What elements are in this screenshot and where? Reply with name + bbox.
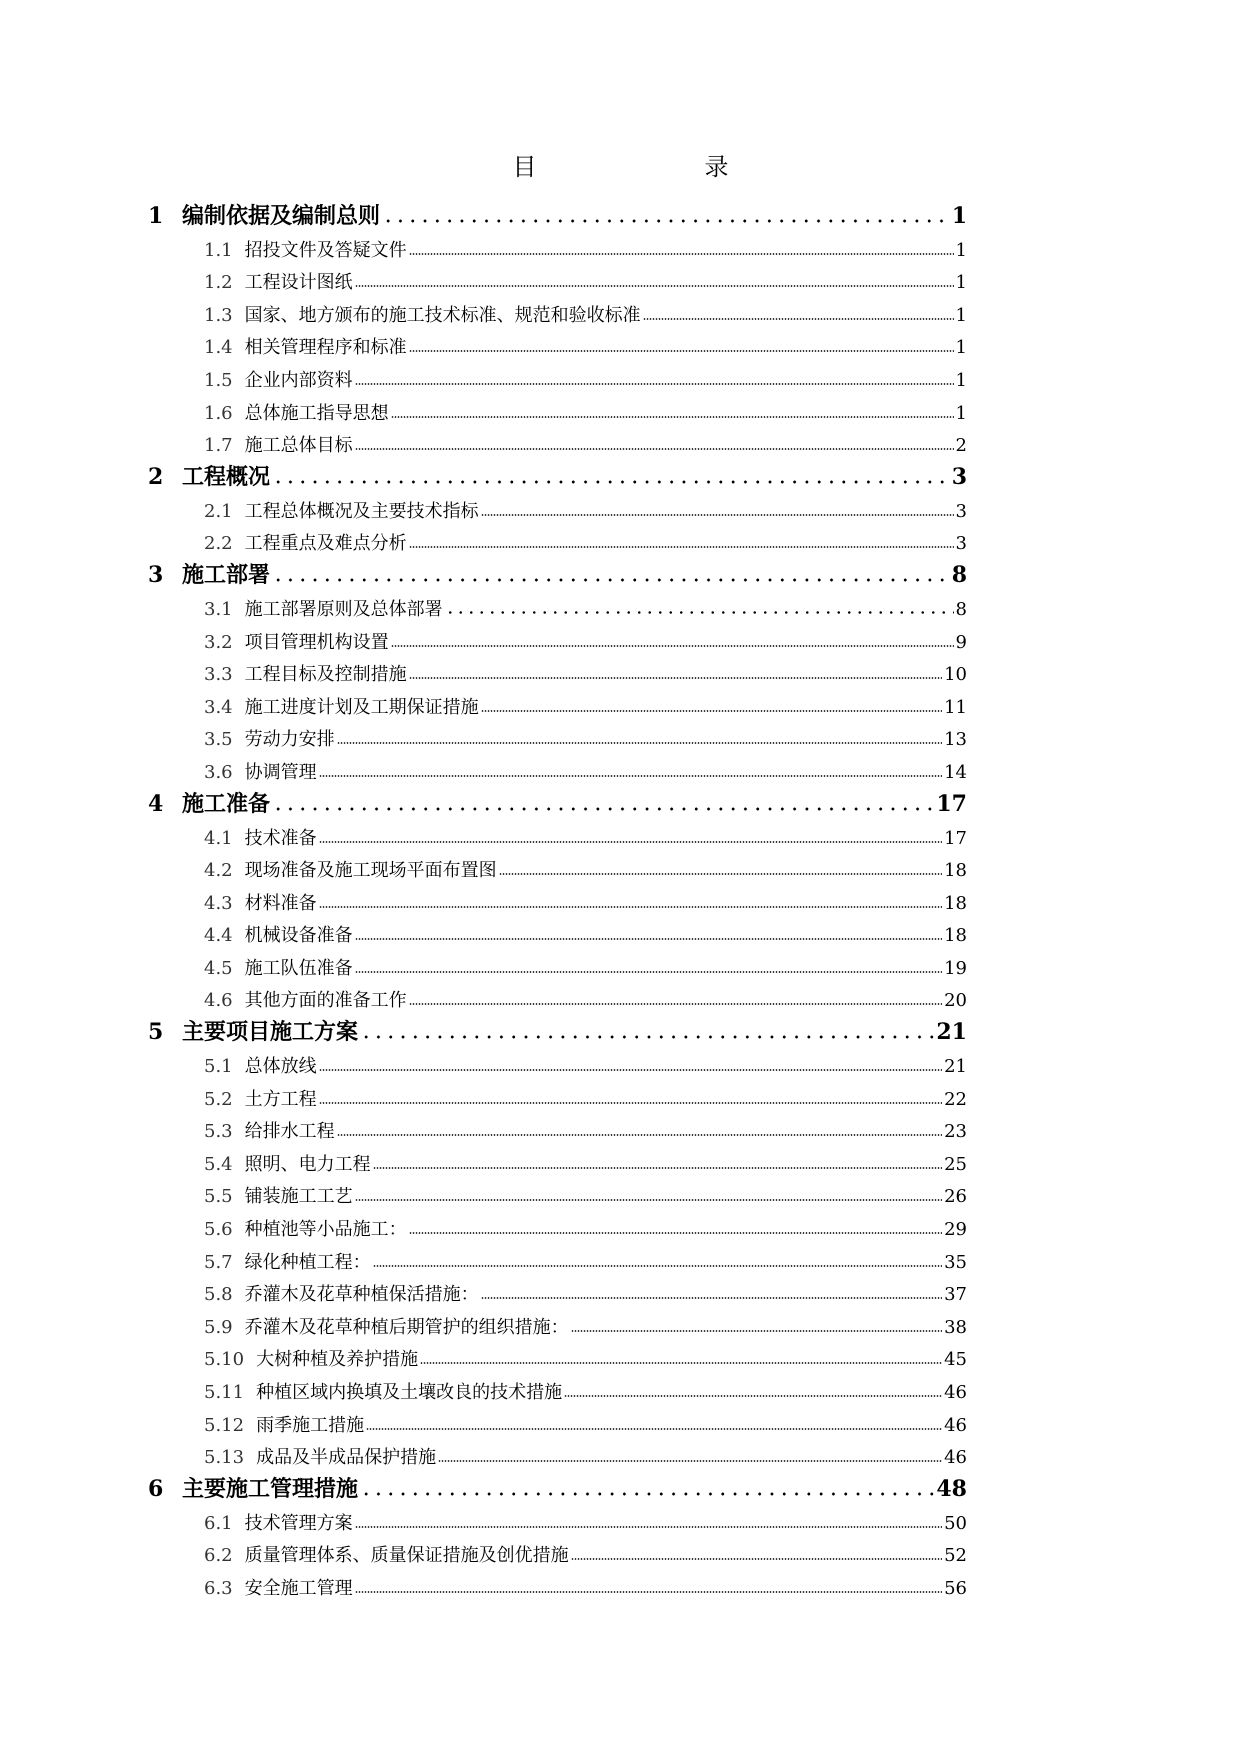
toc-dot-leader xyxy=(481,1296,942,1300)
toc-dot-leader xyxy=(571,1329,942,1333)
toc-page-number: 1 xyxy=(955,239,967,261)
toc-entry-number: 4 xyxy=(148,790,164,817)
toc-page-number: 1 xyxy=(955,304,967,326)
toc-section-entry[interactable] xyxy=(148,754,967,787)
toc-entry-number: 1.2 xyxy=(204,272,233,294)
toc-entry-label: 施工总体目标 xyxy=(244,435,353,457)
toc-page-number: 46 xyxy=(944,1447,967,1469)
toc-section-entry[interactable] xyxy=(148,297,967,330)
toc-dot-leader xyxy=(355,284,954,288)
toc-page-number: 1 xyxy=(955,402,967,424)
toc-section-entry[interactable] xyxy=(148,1081,967,1114)
toc-page-number: 46 xyxy=(944,1382,967,1403)
toc-entry-label: 现场准备及施工现场平面布置图 xyxy=(244,860,497,882)
toc-entry-label: 工程重点及难点分析 xyxy=(244,533,407,555)
toc-entry-number: 2 xyxy=(148,464,164,491)
toc-entry-label: 编制依据及编制总则 xyxy=(182,203,381,229)
toc-section-entry[interactable] xyxy=(148,820,967,853)
toc-entry-label: 技术管理方案 xyxy=(244,1512,353,1534)
toc-page-number: 9 xyxy=(955,631,967,653)
toc-entry-number: 2.1 xyxy=(204,500,233,522)
toc-entry-number: 5.1 xyxy=(204,1056,233,1078)
toc-page-number: 3 xyxy=(951,464,967,491)
toc-dot-leader xyxy=(360,1034,934,1040)
toc-entry-label: 工程总体概况及主要技术指标 xyxy=(244,500,479,522)
toc-page-number: 21 xyxy=(944,1056,967,1078)
toc-entry-number: 5.10 xyxy=(204,1349,245,1371)
toc-chapter-entry[interactable] xyxy=(148,787,967,820)
toc-page-number: 14 xyxy=(944,761,967,783)
toc-dot-leader xyxy=(438,1459,942,1463)
toc-entry-number: 4.1 xyxy=(204,827,233,849)
toc-entry-label: 工程目标及控制措施 xyxy=(244,664,407,686)
toc-section-entry[interactable] xyxy=(148,624,967,657)
toc-page-number: 17 xyxy=(944,827,967,849)
toc-page-number: 18 xyxy=(944,892,967,914)
toc-dot-leader xyxy=(272,479,950,485)
toc-entry-number: 3.6 xyxy=(204,761,233,783)
toc-entry-number: 6.2 xyxy=(204,1545,233,1567)
toc-section-entry[interactable] xyxy=(148,330,967,363)
toc-section-entry[interactable] xyxy=(148,1407,967,1440)
toc-section-entry[interactable] xyxy=(148,689,967,722)
toc-entry-number: 1.7 xyxy=(204,435,233,457)
toc-dot-leader xyxy=(373,1166,942,1170)
toc-entry-label: 施工进度计划及工期保证措施 xyxy=(244,696,479,718)
toc-dot-leader xyxy=(481,709,942,713)
toc-entry-number: 1.6 xyxy=(204,402,233,424)
toc-entry-number: 6 xyxy=(148,1476,164,1503)
toc-section-entry[interactable] xyxy=(148,1374,967,1407)
toc-dot-leader xyxy=(355,937,942,941)
toc-section-entry[interactable] xyxy=(148,657,967,690)
toc-dot-leader xyxy=(337,1133,942,1137)
toc-page-number: 8 xyxy=(951,562,967,589)
toc-section-entry[interactable] xyxy=(148,1570,967,1603)
toc-dot-leader xyxy=(272,577,950,583)
toc-entry-label: 给排水工程 xyxy=(244,1121,335,1143)
toc-chapter-entry[interactable] xyxy=(148,558,967,591)
toc-entry-number: 4.2 xyxy=(204,860,233,882)
toc-chapter-entry[interactable] xyxy=(148,1015,967,1048)
toc-page-number: 22 xyxy=(944,1088,967,1110)
toc-section-entry[interactable] xyxy=(148,1538,967,1571)
toc-section-entry[interactable] xyxy=(148,950,967,983)
toc-page-number: 13 xyxy=(944,729,967,751)
toc-entry-label: 其他方面的准备工作 xyxy=(244,990,407,1012)
toc-entry-number: 5.5 xyxy=(204,1186,233,1208)
toc-dot-leader xyxy=(319,1068,942,1072)
toc-page-number: 1 xyxy=(955,369,967,391)
toc-page-number: 18 xyxy=(944,925,967,947)
toc-entry-number: 6.1 xyxy=(204,1512,233,1534)
toc-entry-label: 铺装施工工艺 xyxy=(244,1186,353,1208)
toc-entry-label: 成品及半成品保护措施 xyxy=(256,1447,437,1469)
toc-section-entry[interactable] xyxy=(148,853,967,886)
toc-entry-number: 1.4 xyxy=(204,337,233,359)
toc-section-entry[interactable] xyxy=(148,232,967,265)
toc-entry-number: 3.3 xyxy=(204,664,233,686)
toc-entry-number: 5.7 xyxy=(204,1251,233,1273)
toc-dot-leader xyxy=(409,676,942,680)
toc-entry-number: 5.4 xyxy=(204,1153,233,1175)
toc-entry-label: 雨季施工措施 xyxy=(256,1414,365,1436)
toc-entry-label: 种植池等小品施工： xyxy=(244,1219,407,1241)
toc-entry-label: 施工部署原则及总体部署 xyxy=(244,598,443,620)
toc-section-entry[interactable] xyxy=(148,1309,967,1342)
toc-dot-leader xyxy=(355,1590,942,1594)
toc-page-number: 45 xyxy=(944,1349,967,1371)
toc-page-number: 37 xyxy=(944,1284,967,1306)
toc-entry-number: 5.6 xyxy=(204,1219,233,1241)
toc-entry-label: 招投文件及答疑文件 xyxy=(244,239,407,261)
toc-entry-label: 工程概况 xyxy=(182,464,271,491)
toc-dot-leader xyxy=(355,382,954,386)
toc-entry-number: 5.3 xyxy=(204,1121,233,1143)
toc-entry-label: 质量管理体系、质量保证措施及创优措施 xyxy=(244,1545,569,1567)
toc-section-entry[interactable] xyxy=(148,1505,967,1538)
toc-dot-leader xyxy=(355,447,954,451)
toc-page-number: 50 xyxy=(944,1512,967,1534)
toc-page-number: 3 xyxy=(955,500,967,522)
toc-entry-label: 施工队伍准备 xyxy=(244,957,353,979)
toc-entry-label: 安全施工管理 xyxy=(244,1577,353,1599)
toc-page-number: 25 xyxy=(944,1153,967,1175)
toc-entry-number: 4.4 xyxy=(204,925,233,947)
toc-entry-number: 5 xyxy=(148,1019,164,1046)
toc-dot-leader xyxy=(643,317,954,321)
toc-dot-leader xyxy=(499,872,942,876)
toc-entry-label: 乔灌木及花草种植保活措施： xyxy=(244,1284,479,1306)
toc-entry-number: 4.3 xyxy=(204,892,233,914)
toc-entry-label: 主要项目施工方案 xyxy=(182,1019,359,1046)
toc-section-entry[interactable] xyxy=(148,918,967,951)
toc-page-number: 48 xyxy=(936,1476,967,1503)
toc-entry-label: 大树种植及养护措施 xyxy=(256,1349,419,1371)
toc-page-number: 21 xyxy=(936,1019,967,1046)
toc-list xyxy=(148,199,967,1603)
toc-dot-leader xyxy=(391,644,954,648)
toc-entry-label: 主要施工管理措施 xyxy=(182,1476,359,1503)
toc-entry-number: 5.9 xyxy=(204,1316,233,1338)
toc-dot-leader xyxy=(409,252,954,256)
toc-entry-label: 机械设备准备 xyxy=(244,925,353,947)
toc-dot-leader xyxy=(319,905,942,909)
toc-page-number: 56 xyxy=(944,1577,967,1599)
toc-entry-label: 土方工程 xyxy=(244,1088,317,1110)
toc-entry-number: 6.3 xyxy=(204,1577,233,1599)
toc-page-number: 1 xyxy=(955,272,967,294)
toc-dot-leader xyxy=(319,840,942,844)
toc-page-number: 1 xyxy=(951,203,967,229)
toc-dot-leader xyxy=(481,513,954,517)
toc-entry-label: 总体施工指导思想 xyxy=(244,402,389,424)
toc-entry-number: 1.3 xyxy=(204,304,233,326)
toc-dot-leader xyxy=(319,774,942,778)
toc-section-entry[interactable] xyxy=(148,428,967,461)
toc-entry-label: 乔灌木及花草种植后期管护的组织措施： xyxy=(244,1316,569,1338)
toc-section-entry[interactable] xyxy=(148,265,967,298)
toc-dot-leader xyxy=(319,1101,942,1105)
toc-dot-leader xyxy=(355,1198,942,1202)
toc-entry-number: 1.5 xyxy=(204,369,233,391)
toc-entry-label: 材料准备 xyxy=(244,892,317,914)
toc-section-entry[interactable] xyxy=(148,722,967,755)
toc-entry-number: 1 xyxy=(148,203,164,229)
toc-page-number: 17 xyxy=(936,790,967,817)
toc-page-number: 3 xyxy=(955,533,967,555)
toc-entry-label: 种植区域内换填及土壤改良的技术措施 xyxy=(256,1382,563,1403)
toc-entry-number: 5.13 xyxy=(204,1447,245,1469)
toc-entry-label: 相关管理程序和标准 xyxy=(244,337,407,359)
toc-dot-leader xyxy=(409,349,954,353)
toc-dot-leader xyxy=(272,806,934,812)
toc-section-entry[interactable] xyxy=(148,1342,967,1375)
toc-page-number: 19 xyxy=(944,957,967,979)
toc-entry-label: 工程设计图纸 xyxy=(244,272,353,294)
toc-dot-leader xyxy=(337,741,942,745)
toc-chapter-entry[interactable] xyxy=(148,1472,967,1505)
toc-entry-label: 劳动力安排 xyxy=(244,729,335,751)
toc-dot-leader xyxy=(409,545,954,549)
toc-dot-leader xyxy=(409,1231,942,1235)
toc-entry-label: 技术准备 xyxy=(244,827,317,849)
toc-page-number: 23 xyxy=(944,1121,967,1143)
toc-dot-leader xyxy=(355,970,942,974)
toc-dot-leader xyxy=(391,415,954,419)
toc-section-entry[interactable] xyxy=(148,362,967,395)
toc-entry-label: 协调管理 xyxy=(244,761,317,783)
toc-entry-number: 5.8 xyxy=(204,1284,233,1306)
toc-entry-number: 3.5 xyxy=(204,729,233,751)
toc-section-entry[interactable] xyxy=(148,1211,967,1244)
toc-section-entry[interactable] xyxy=(148,1146,967,1179)
toc-page-number: 8 xyxy=(955,598,967,620)
toc-page-number: 26 xyxy=(944,1186,967,1208)
toc-entry-number: 4.6 xyxy=(204,990,233,1012)
toc-entry-label: 企业内部资料 xyxy=(244,369,353,391)
toc-section-entry[interactable] xyxy=(148,1114,967,1147)
toc-dot-leader xyxy=(366,1427,942,1431)
toc-section-entry[interactable] xyxy=(148,1048,967,1081)
toc-page-number: 46 xyxy=(944,1414,967,1436)
toc-section-entry[interactable] xyxy=(148,1244,967,1277)
toc-page-number: 1 xyxy=(955,337,967,359)
toc-section-entry[interactable] xyxy=(148,1277,967,1310)
toc-entry-label: 施工准备 xyxy=(182,790,271,817)
toc-dot-leader xyxy=(445,610,954,615)
toc-page-number: 2 xyxy=(955,435,967,457)
toc-entry-number: 5.12 xyxy=(204,1414,245,1436)
toc-title: 目 录 xyxy=(512,153,769,181)
toc-dot-leader xyxy=(360,1491,934,1497)
toc-section-entry[interactable] xyxy=(148,395,967,428)
toc-entry-number: 1.1 xyxy=(204,239,233,261)
toc-entry-number: 5.2 xyxy=(204,1088,233,1110)
toc-entry-label: 照明、电力工程 xyxy=(244,1153,371,1175)
toc-dot-leader xyxy=(373,1264,942,1268)
toc-section-entry[interactable] xyxy=(148,493,967,526)
toc-dot-leader xyxy=(409,1002,942,1006)
toc-entry-label: 施工部署 xyxy=(182,562,271,589)
toc-chapter-entry[interactable] xyxy=(148,460,967,493)
toc-dot-leader xyxy=(571,1557,942,1561)
toc-page-number: 11 xyxy=(944,696,967,718)
toc-entry-number: 3 xyxy=(148,562,164,589)
toc-chapter-entry[interactable] xyxy=(148,199,967,232)
toc-page-number: 10 xyxy=(944,664,967,686)
toc-entry-label: 国家、地方颁布的施工技术标准、规范和验收标准 xyxy=(244,304,641,326)
toc-entry-label: 绿化种植工程： xyxy=(244,1251,371,1273)
toc-section-entry[interactable] xyxy=(148,983,967,1016)
toc-page-number: 29 xyxy=(944,1219,967,1241)
toc-page-number: 52 xyxy=(944,1545,967,1567)
toc-entry-label: 项目管理机构设置 xyxy=(244,631,389,653)
toc-entry-number: 4.5 xyxy=(204,957,233,979)
toc-entry-number: 3.2 xyxy=(204,631,233,653)
toc-entry-number: 2.2 xyxy=(204,533,233,555)
toc-dot-leader xyxy=(420,1361,942,1365)
toc-page-number: 20 xyxy=(944,990,967,1012)
toc-section-entry[interactable] xyxy=(148,591,967,624)
toc-section-entry[interactable] xyxy=(148,885,967,918)
toc-dot-leader xyxy=(564,1394,942,1398)
toc-dot-leader xyxy=(382,218,950,224)
toc-page-number: 18 xyxy=(944,860,967,882)
toc-section-entry[interactable] xyxy=(148,1440,967,1473)
toc-section-entry[interactable] xyxy=(148,526,967,559)
toc-entry-number: 3.4 xyxy=(204,696,233,718)
toc-entry-label: 总体放线 xyxy=(244,1056,317,1078)
toc-page-number: 35 xyxy=(944,1251,967,1273)
toc-dot-leader xyxy=(355,1525,942,1529)
toc-section-entry[interactable] xyxy=(148,1179,967,1212)
toc-page-number: 38 xyxy=(944,1316,967,1338)
toc-entry-number: 3.1 xyxy=(204,598,233,620)
toc-entry-number: 5.11 xyxy=(204,1382,245,1403)
